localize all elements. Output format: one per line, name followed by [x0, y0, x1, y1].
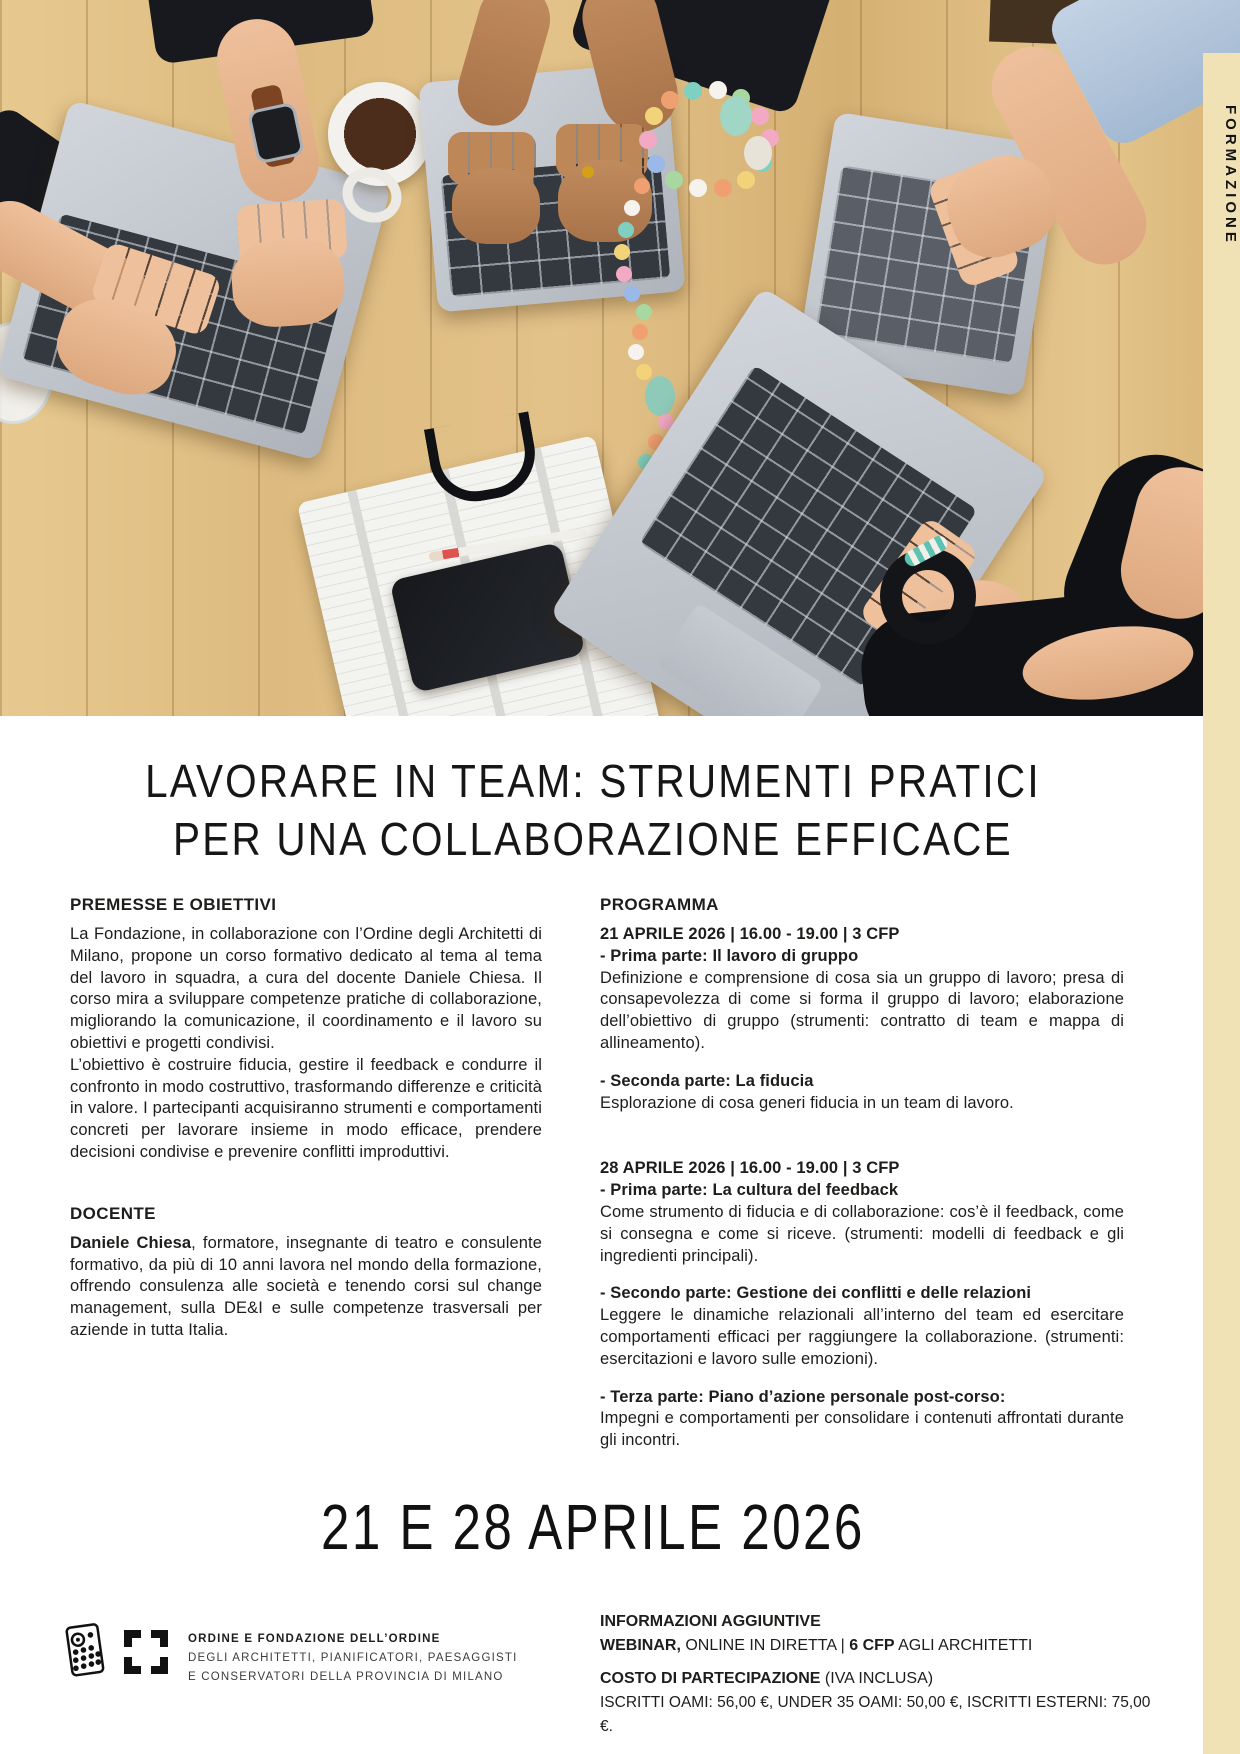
webinar-line [600, 1634, 1160, 1658]
programma-heading: PROGRAMMA [600, 895, 719, 914]
header-photo [0, 0, 1240, 716]
gold-ring [582, 166, 594, 178]
session1-part1-title: - Prima parte: Il lavoro di gruppo [600, 946, 859, 965]
price-line: ISCRITTI OAMI: 56,00 €, UNDER 35 OAMI: 50,00 €, ISCRITTI ESTERNI: 75,00 €. [600, 1694, 1151, 1735]
premesse-paragraph-1: La Fondazione, in collaborazione con l’Ordine degli Architetti di Milano, propone un corso formativo dedicato al tema al tema del lavoro in squadra, a cura del docente Daniele Chiesa. Il corso mira a sviluppare competenze pratiche di collaborazione, migliorando la comunicazione, il coordinamento e il lavoro su obiettivi e progetti condivisi. [70, 925, 542, 1052]
session2-part2-title: - Secondo parte: Gestione dei conflitti e delle relazioni [600, 1284, 1032, 1303]
left-column [70, 895, 542, 1342]
formazione-side-strip [1203, 53, 1240, 1754]
session1-header: 21 APRILE 2026 | 16.00 - 19.00 | 3 CFP [600, 925, 900, 943]
webinar-label: WEBINAR, [600, 1637, 681, 1654]
frame-brackets-icon [124, 1630, 168, 1674]
session2-part2-body: Leggere le dinamiche relazionali all’interno del team ed esercitare comportamenti efficaci per raggiungere la collaborazione. (strumenti: esercitazioni e lavoro sulle emozioni). [600, 1306, 1124, 1368]
session1-part2-body: Esplorazione di cosa generi fiducia in un team di lavoro. [600, 1093, 1014, 1112]
docente-heading: DOCENTE [70, 1203, 156, 1223]
right-column [600, 895, 1124, 1452]
docente-bio: , formatore, insegnante di teatro e consulente formativo, da più di 10 anni lavora nel mondo della formazione, offrendo consulenza alle società e tenendo corsi sul change management, sulla DE&I e sulle competenze trasversali per aziende in tutta Italia. [70, 1233, 542, 1339]
session2-part3-body: Impegni e comportamenti per consolidare i contenuti affrontati durante gli incontri. [600, 1409, 1124, 1450]
session2-header: 28 APRILE 2026 | 16.00 - 19.00 | 3 CFP [600, 1159, 900, 1178]
premesse-heading: PREMESSE E OBIETTIVI [70, 895, 277, 914]
additional-info [600, 1610, 1160, 1739]
course-title [0, 752, 1185, 868]
docente-name: Daniele Chiesa [70, 1233, 192, 1252]
formazione-vertical-label: FORMAZIONE [1222, 105, 1239, 246]
cost-line [600, 1667, 1160, 1691]
session2-part1-title: - Prima parte: La cultura del feedback [600, 1181, 899, 1200]
session2-part1-body: Come strumento di fiducia e di collaborazione: cos’è il feedback, come si consegna e come si riceve. (strumenti: modelli di feedback e gli ingredienti principali). [600, 1202, 1124, 1265]
session1-part2-title: - Seconda parte: La fiducia [600, 1071, 814, 1090]
premesse-paragraph-2: L’obiettivo è costruire fiducia, gestire il feedback e condurre il confronto in modo costruttivo, trasformando differenze e criticità in valore. I partecipanti acquisiranno strumenti e comportamenti concreti per lavorare insieme in modo efficace, prendere decisioni condivise e prevenire conflitti improduttivi. [70, 1055, 542, 1161]
webinar-end: AGLI ARCHITETTI [894, 1637, 1033, 1654]
org-line2: DEGLI ARCHITETTI, PIANIFICATORI, PAESAGGISTI [188, 1652, 518, 1664]
order-foundation-logo [62, 1618, 172, 1690]
session2-part3-title: - Terza parte: Piano d’azione personale post-corso: [600, 1387, 1006, 1406]
info-heading: INFORMAZIONI AGGIUNTIVE [600, 1613, 821, 1630]
webinar-cfp: 6 CFP [849, 1637, 895, 1654]
hand [452, 168, 540, 244]
org-line1: ORDINE E FONDAZIONE DELL’ORDINE [188, 1633, 441, 1645]
date-banner-text: 21 E 28 APRILE 2026 [320, 1491, 865, 1563]
docente-paragraph [70, 1233, 542, 1342]
cost-label: COSTO DI PARTECIPAZIONE [600, 1670, 821, 1687]
organization-name [188, 1630, 518, 1687]
date-banner [0, 1490, 1185, 1564]
org-line3: E CONSERVATORI DELLA PROVINCIA DI MILANO [188, 1671, 504, 1683]
course-title-line1: LAVORARE IN TEAM: STRUMENTI PRATICI [144, 755, 1041, 807]
cost-note: (IVA INCLUSA) [820, 1670, 934, 1687]
course-title-line2: PER UNA COLLABORAZIONE EFFICACE [172, 813, 1013, 865]
webinar-mid: ONLINE IN DIRETTA | [680, 1637, 850, 1654]
scrunchie [880, 548, 976, 644]
session1-part1-body: Definizione e comprensione di cosa sia un gruppo di lavoro; presa di consapevolezza di come si forma il gruppo di lavoro; elaborazione dell’obiettivo di gruppo (strumenti: contratto di team e mappa di allineamento). [600, 968, 1124, 1052]
